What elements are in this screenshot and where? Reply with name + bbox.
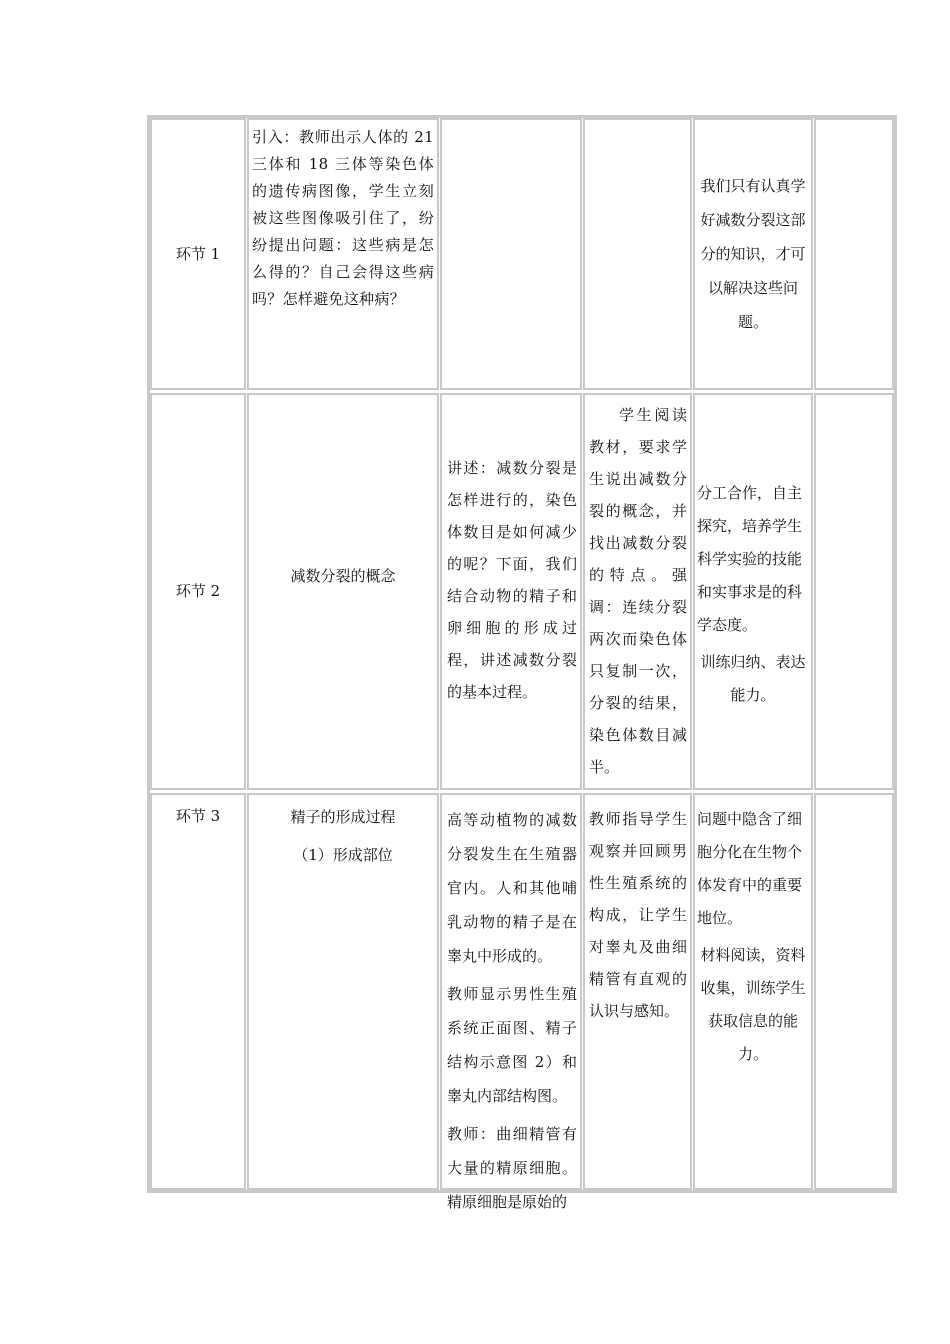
row2-topic: 减数分裂的概念: [290, 567, 396, 585]
row2-topic-cell: [247, 393, 439, 790]
row3-col3-cell: [440, 793, 582, 1211]
row2-goal-text-1: 分工合作，自主探究，培养学生科学实验的技能和实事求是的科学态度。: [697, 484, 803, 634]
row1-stage: 环节 1: [175, 244, 221, 263]
row3-topic-title: 精子的形成过程: [290, 808, 396, 826]
row1-col2-cell: [247, 118, 439, 390]
row3-stage: 环节 3: [175, 807, 221, 825]
row1-col3-cell: [440, 118, 582, 390]
row3-stage-cell: [150, 793, 246, 1190]
row1-stage-cell: [150, 118, 246, 390]
row2-goal-text-2: 训练归纳、表达能力。: [700, 653, 806, 704]
row1-col4-cell: [583, 118, 692, 390]
row3-col5-cell: [693, 793, 813, 1190]
row2-stage: 环节 2: [175, 582, 221, 600]
row2-col5-cell: [693, 393, 813, 790]
row1-col6-cell: [814, 118, 894, 390]
lesson-table: [147, 115, 897, 1211]
row3-goal-text-2: 材料阅读，资料收集，训练学生获取信息的能力。: [700, 946, 806, 1063]
row2-col6-cell: [814, 393, 894, 790]
row2-stage-cell: [150, 393, 246, 790]
row2-col4-cell: [583, 393, 692, 790]
row3-col4-cell: [583, 793, 692, 1190]
row3-teacher-text-3: 教师：曲细精管有大量的精原细胞。精原细胞是原始的: [447, 1125, 577, 1211]
row2-teacher-text: 讲述：减数分裂是怎样进行的，染色体数目是如何减少的呢？下面，我们结合动物的精子和卵细胞的形成过程，讲述减数分裂的基本过程。: [447, 459, 577, 701]
row3-teacher-text-1: 高等动植物的减数分裂发生在生殖器官内。人和其他哺乳动物的精子是在睾丸中形成的。: [447, 811, 577, 965]
row1-col5-cell: [693, 118, 813, 390]
row3-col6-cell: [814, 793, 894, 1190]
row2-col3-cell: [440, 393, 582, 790]
row1-intro-text: 引入：教师出示人体的 21 三体和 18 三体等染色体的遗传病图像，学生立刻被这些图像吸引住了，纷纷提出问题：这些病是怎么得的？自己会得这些病吗？怎样避免这种病？: [252, 128, 434, 308]
row1-goal-text: 我们只有认真学好减数分裂这部分的知识，才可以解决这些问题。: [700, 177, 806, 331]
row3-goal-text-1: 问题中隐含了细胞分化在生物个体发育中的重要地位。: [697, 810, 803, 927]
row3-student-text: 教师指导学生观察并回顾男性生殖系统的构成，让学生对睾丸及曲细精管有直观的认识与感知。: [589, 810, 687, 1020]
row3-teacher-text-2: 教师显示男性生殖系统正面图、精子结构示意图 2）和睾丸内部结构图。: [447, 985, 577, 1105]
row3-topic-cell: [247, 793, 439, 1190]
row2-student-text: 学生阅读教材，要求学生说出减数分裂的概念，并找出减数分裂的特点。强调：连续分裂两次而染色体只复制一次，分裂的结果，染色体数目减半。: [589, 406, 687, 776]
row3-topic-sub: （1）形成部位: [293, 846, 393, 864]
